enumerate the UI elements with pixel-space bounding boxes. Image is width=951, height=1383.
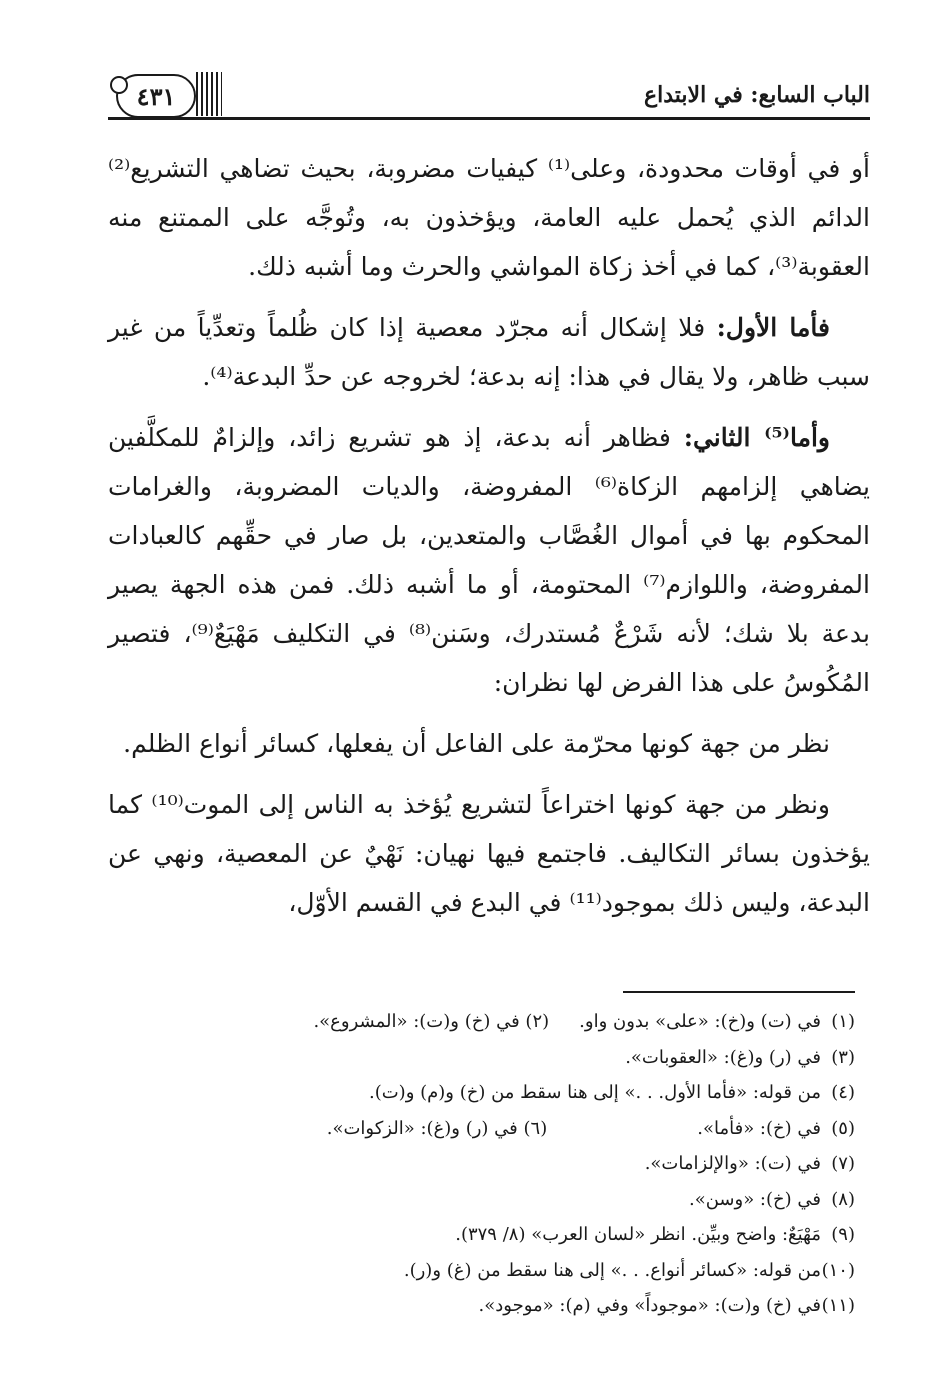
ornament-circle-icon	[110, 76, 128, 94]
footnote: (٨)في (خ): «وسن».	[688, 1188, 855, 1210]
footnote: (٣)في (ر) و(غ): «العقوبات».	[625, 1046, 855, 1068]
page-number-badge	[116, 74, 196, 118]
footnote: (١٠)من قوله: «كسائر أنواع. . .» إلى هنا سقط من (غ) و(ر).	[403, 1259, 855, 1281]
chapter-title: الباب السابع: في الابتداع	[643, 82, 870, 108]
page-header	[108, 68, 870, 120]
paragraph-lead: فأما الأول:	[716, 313, 830, 342]
footnote: (٩)مَهْيَعٌ: واضح وبيِّن. انظر «لسان العرب» (٨/ ٣٧٩).	[455, 1224, 855, 1245]
paragraph-lead: وأما⁽⁵⁾ الثاني:	[683, 423, 830, 452]
paragraph: ونظر من جهة كونها اختراعاً لتشريع يُؤخذ به الناس إلى الموت⁽¹⁰⁾ كما يؤخذون بسائر التكاليف. فاجتمع فيها نهيان: نَهْيٌ عن المعصية، ونهي عن البدعة، وليس ذلك بموجود⁽¹¹⁾ في البدع في القسم الأوّل،	[108, 790, 870, 917]
header-rule	[108, 117, 870, 120]
footnote: (٤)من قوله: «فأما الأول. . .» إلى هنا سقط من (خ) و(م) و(ت).	[368, 1082, 855, 1103]
page-number: ٤٣١	[136, 81, 176, 111]
footnote: (١)في (ت) و(خ): «على» بدون واو.(٢) في (خ) و(ت): «المشروع».	[313, 1011, 855, 1032]
footnotes	[155, 1004, 855, 1324]
footnote: (١١)في (خ) و(ت): «موجوداً» وفي (م): «موجود».	[478, 1295, 855, 1316]
footnote: (٧)في (ت): «والإلزامات».	[644, 1153, 855, 1174]
footnote: (٥)في (خ): «فأما».(٦) في (ر) و(غ): «الزكوات».	[326, 1117, 855, 1139]
paragraph: وأما⁽⁵⁾ الثاني: فظاهر أنه بدعة، إذ هو تشريع زائد، وإلزامٌ للمكلَّفين يضاهي إلزامهم الزكاة⁽⁶⁾ المفروضة، والديات المضروبة، والغرامات المحكوم بها في أموال الغُصَّاب والمتعدين، بل صار في حقِّهم كالعبادات المفروضة، واللوازم⁽⁷⁾ المحتومة، أو ما أشبه ذلك. فمن هذه الجهة يصير بدعة بلا شك؛ لأنه شَرْعٌ مُستدرك، وسَنن⁽⁸⁾ في التكليف مَهْيَعٌ⁽⁹⁾، فتصير المُكُوسُ على هذا الفرض لها نظران:	[108, 423, 871, 697]
header-ornament-bars	[196, 72, 222, 116]
paragraph: أو في أوقات محدودة، وعلى⁽¹⁾ كيفيات مضروبة، بحيث تضاهي التشريع⁽²⁾ الدائم الذي يُحمل عليه العامة، ويؤخذون به، وتُوجَّه على الممتنع منه العقوبة⁽³⁾، كما في أخذ زكاة المواشي والحرث وما أشبه ذلك.	[108, 154, 870, 281]
footnote-separator	[623, 991, 855, 993]
paragraph: نظر من جهة كونها محرّمة على الفاعل أن يفعلها، كسائر أنواع الظلم.	[123, 729, 830, 758]
paragraph: فأما الأول: فلا إشكال أنه مجرّد معصية إذا كان ظُلماً وتعدِّياً من غير سبب ظاهر، ولا يقال في هذا: إنه بدعة؛ لخروجه عن حدِّ البدعة⁽⁴⁾.	[108, 313, 870, 391]
main-text	[108, 144, 870, 939]
